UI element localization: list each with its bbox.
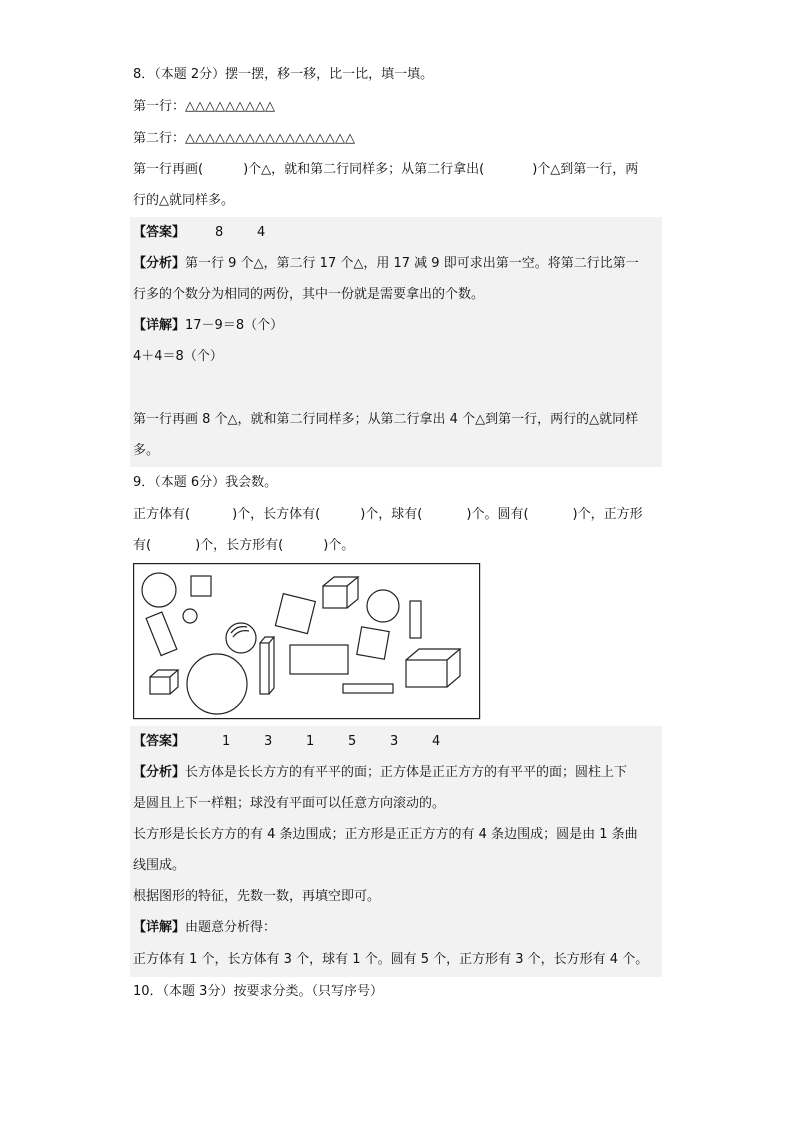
q8-detail-line2: 4＋4＝8（个） [133, 349, 223, 364]
q9-text-l1c: )个，球有( [360, 507, 423, 522]
shapes-figure [133, 563, 481, 720]
q8-answer-2: 4 [257, 225, 266, 240]
q9-detail-line1 [133, 920, 276, 936]
q8-question-line1 [133, 162, 638, 178]
q8-row1: 第一行：△△△△△△△△△ [133, 99, 275, 114]
q8-detail-text1: 17－9＝8（个） [185, 318, 284, 333]
q8-text-a3: )个△到第一行，两 [532, 162, 639, 177]
q9-question-line1 [133, 507, 643, 523]
sphere-shape [226, 623, 256, 653]
rectangle-shape-3 [290, 645, 348, 674]
q9-answer-5: 3 [390, 734, 399, 749]
q9-analysis-label: 【分析】 [133, 765, 186, 780]
q8-answer-label: 【答案】 [133, 225, 186, 240]
cuboid-shape-1 [260, 637, 274, 694]
figure-frame [134, 564, 480, 719]
rectangle-shape-2 [410, 601, 421, 638]
q9-answer-label: 【答案】 [133, 734, 186, 749]
q9-analysis-text1: 长方体是长长方方的有平平的面；正方体是正正方方的有平平的面；圆柱上下 [185, 765, 628, 780]
q9-answer-4: 5 [348, 734, 357, 749]
q9-title: 9．（本题 6分）我会数。 [133, 475, 278, 490]
circle-shape-3 [367, 590, 399, 622]
q10-title: 10．（本题 3分）按要求分类。（只写序号） [133, 984, 383, 999]
q9-answer-6: 4 [432, 734, 441, 749]
q9-answer-row [133, 734, 474, 750]
q8-text-a1: 第一行再画( [133, 162, 204, 177]
q8-detail-line1 [133, 318, 283, 334]
q9-detail-line2: 正方体有 1 个，长方体有 3 个，球有 1 个。圆有 5 个，正方形有 3 个，长方形有 4 个。 [133, 952, 649, 967]
q9-analysis-line4: 线围成。 [133, 858, 186, 873]
q9-text-l1b: )个，长方体有( [232, 507, 321, 522]
circle-shape-2 [183, 609, 197, 623]
q8-answer-1: 8 [215, 225, 224, 240]
q8-text-a2: )个△，就和第二行同样多；从第二行拿出( [243, 162, 485, 177]
q9-analysis-line1 [133, 765, 627, 781]
q9-text-l2c: )个。 [323, 538, 355, 553]
q9-text-l2b: )个，长方形有( [195, 538, 284, 553]
q9-answer-2: 3 [264, 734, 273, 749]
q8-conclusion-line2: 多。 [133, 443, 160, 458]
q9-text-l1a: 正方体有( [133, 507, 191, 522]
q9-answer-3: 1 [306, 734, 315, 749]
q8-solution-block [130, 217, 662, 467]
q9-detail-label: 【详解】 [133, 920, 186, 935]
q9-solution-block [130, 726, 662, 977]
cuboid-shape-3 [406, 649, 460, 687]
q9-answer-1: 1 [222, 734, 231, 749]
q9-question-line2 [133, 538, 354, 554]
q9-analysis-line3: 长方形是长长方方的有 4 条边围成；正方形是正正方方的有 4 条边围成；圆是由 1 条曲 [133, 827, 638, 842]
q8-title: 8．（本题 2分）摆一摆，移一移，比一比，填一填。 [133, 67, 434, 82]
q8-answer-row [133, 225, 299, 241]
q8-analysis-text1: 第一行 9 个△，第二行 17 个△，用 17 减 9 即可求出第一空。将第二行比第一 [185, 256, 639, 271]
square-shape-1 [191, 576, 211, 596]
circle-shape-1 [142, 573, 176, 607]
cuboid-shape-2 [150, 670, 178, 694]
rectangle-shape-4 [343, 684, 393, 693]
square-shape-2 [275, 594, 315, 634]
square-shape-3 [357, 627, 389, 659]
rectangle-shape-1 [146, 612, 177, 655]
q8-row2: 第二行：△△△△△△△△△△△△△△△△△ [133, 131, 355, 146]
q9-analysis-line2: 是圆且上下一样粗；球没有平面可以任意方向滚动的。 [133, 796, 446, 811]
q8-conclusion-line1: 第一行再画 8 个△，就和第二行同样多；从第二行拿出 4 个△到第一行，两行的△就同样 [133, 412, 639, 427]
q8-analysis-line1 [133, 256, 639, 272]
q8-question-line2: 行的△就同样多。 [133, 193, 234, 208]
q9-text-l2a: 有( [133, 538, 152, 553]
q9-text-l1d: )个。圆有( [466, 507, 529, 522]
circle-shape-4 [187, 654, 247, 714]
q9-detail-text1: 由题意分析得： [185, 920, 277, 935]
q8-analysis-label: 【分析】 [133, 256, 186, 271]
q9-text-l1e: )个，正方形 [572, 507, 643, 522]
q8-detail-label: 【详解】 [133, 318, 186, 333]
q9-analysis-line5: 根据图形的特征，先数一数，再填空即可。 [133, 889, 381, 904]
q8-analysis-line2: 行多的个数分为相同的两份，其中一份就是需要拿出的个数。 [133, 287, 485, 302]
cube-shape [323, 577, 358, 608]
